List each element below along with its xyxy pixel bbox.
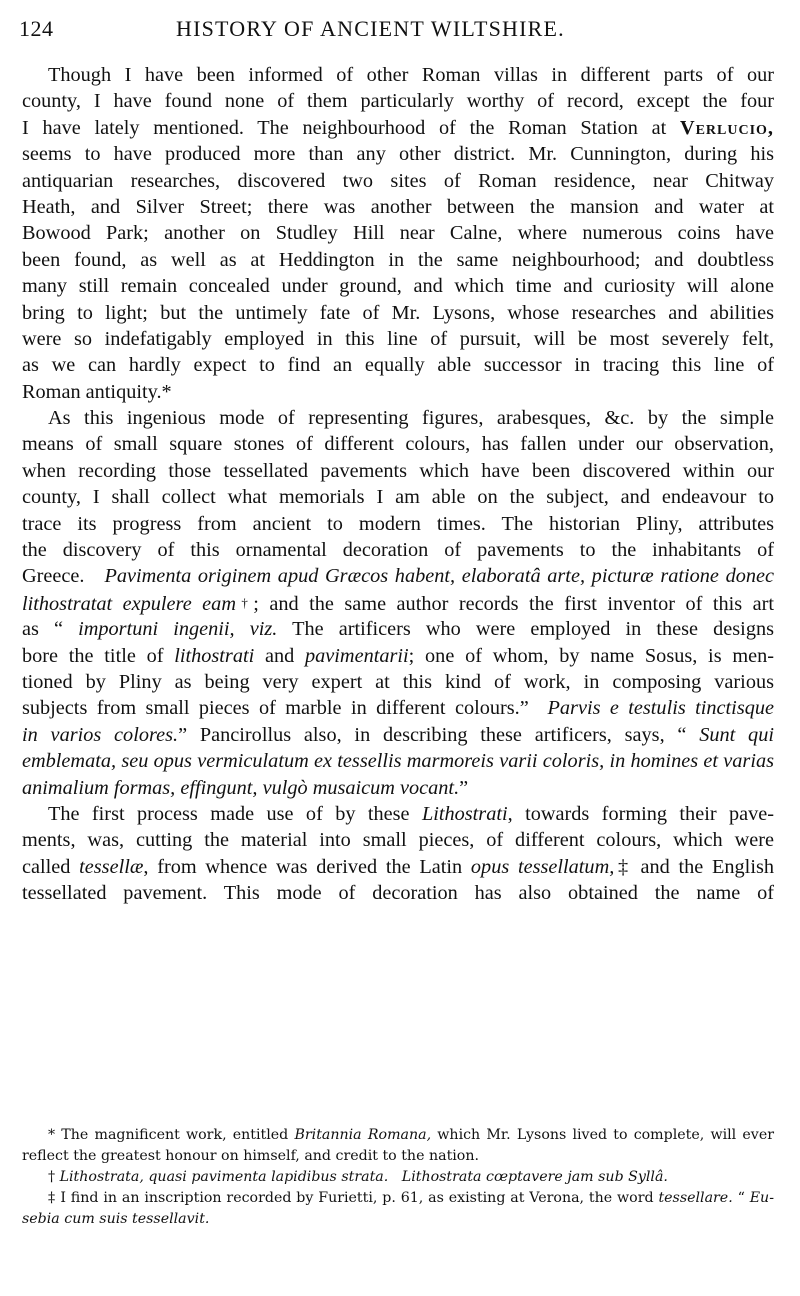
text-line: bring to light; but the untimely fate of Mr. Lysons, whose researches and abilities xyxy=(22,301,774,324)
footnote-mark: † xyxy=(48,1169,56,1185)
text-line: ments, was, cutting the material into small pieces, of different colours, which were xyxy=(22,829,774,852)
text-run: ; and the same author records the first inventor of this art xyxy=(253,592,774,615)
text-run: I find in an inscription recorded by Furietti, p. 61, as existing at Verona, the word xyxy=(55,1190,659,1206)
text-line xyxy=(22,854,774,880)
text-line: the discovery of this ornamental decoration of pavements to the inhabitants of xyxy=(22,539,774,562)
term-lithostrati: lithostrati xyxy=(174,644,255,667)
footnote-line xyxy=(22,1125,774,1146)
text-run: and xyxy=(254,644,306,667)
footnote-ref-double-dagger: ‡ xyxy=(614,855,632,878)
text-line xyxy=(22,695,774,721)
text-run: The first process made use of by these xyxy=(48,802,422,825)
text-run: bore the title of xyxy=(22,644,175,667)
latin-quote: Pavimenta originem apud Græcos habent, elaboratâ arte, picturæ ratione donec xyxy=(104,565,774,588)
text-line: many still remain concealed under ground, and which time and curiosity will alone xyxy=(22,275,774,298)
latin-quote: emblemata, seu opus vermiculatum ex tessellis marmoreis varii coloris, in homines et varias xyxy=(22,750,774,773)
text-line xyxy=(22,563,774,589)
text-line xyxy=(22,616,774,642)
text-line xyxy=(22,748,774,774)
text-line xyxy=(22,590,774,616)
footnote-line: reflect the greatest honour on himself, and credit to the nation. xyxy=(22,1148,479,1164)
text-line: As this ingenious mode of representing figures, arabesques, &c. by the simple xyxy=(48,407,774,430)
body-text xyxy=(22,62,774,907)
paragraph-first-process xyxy=(22,801,774,907)
text-line: means of small square stones of different colours, has fallen under our observation, xyxy=(22,433,774,456)
footnote-line xyxy=(22,1209,774,1230)
text-line: Bowood Park; another on Studley Hill near Calne, where numerous coins have xyxy=(22,222,774,245)
term-tessellare: tessellare. xyxy=(658,1190,733,1206)
text-line: antiquarian researches, discovered two sites of Roman residence, near Chitway xyxy=(22,169,774,192)
latin-quote: animalium formas, effingunt, vulgò musaicum vocant. xyxy=(22,776,460,799)
text-run: which Mr. Lysons lived to complete, will ever xyxy=(431,1127,774,1143)
page-number: 124 xyxy=(19,16,54,41)
text-run: ” xyxy=(459,776,469,799)
footnote-ref-star: Roman antiquity.* xyxy=(22,380,172,403)
footnote-dagger xyxy=(22,1167,774,1188)
term-lithostrati: Lithostrati xyxy=(421,802,508,825)
text-line xyxy=(22,775,774,801)
text-run: called xyxy=(22,855,80,878)
latin-quote: Eu- xyxy=(749,1190,774,1206)
text-run: , from whence was derived the Latin xyxy=(143,855,471,878)
term-tessellae: tessellæ xyxy=(79,855,144,878)
text-line: when recording those tessellated pavements which have been discovered within our xyxy=(22,459,774,482)
text-line xyxy=(22,801,774,827)
text-run: and the English xyxy=(631,855,774,878)
latin-quote: importuni ingenii, viz. xyxy=(78,618,278,641)
text-line: county, I shall collect what memorials I am able on the subject, and endeavour to xyxy=(22,486,774,509)
text-line xyxy=(22,722,774,748)
text-line: county, I have found none of them particularly worthy of record, except the four xyxy=(22,90,774,113)
text-line xyxy=(22,379,774,405)
paragraph-tessellated-pavements xyxy=(22,405,774,801)
text-run: ; one of whom, by name Sosus, is men- xyxy=(408,644,774,667)
paragraph-roman-villas xyxy=(22,62,774,405)
latin-quote: in varios colores. xyxy=(22,723,179,746)
latin-quote: Lithostrata cœptavere jam sub Syllâ. xyxy=(401,1169,668,1185)
text-line: been found, as well as at Heddington in the same neighbourhood; and doubtless xyxy=(22,248,774,271)
latin-quote: lithostratat expulere eam xyxy=(22,592,236,615)
text-line xyxy=(22,643,774,669)
footnote-double-dagger xyxy=(22,1188,774,1230)
text-line: trace its progress from ancient to modern times. The historian Pliny, attributes xyxy=(22,512,774,535)
text-run: as “ xyxy=(22,618,79,641)
footnote-line xyxy=(22,1167,774,1188)
text-run: Greece. xyxy=(22,565,85,588)
footnote-star xyxy=(22,1125,774,1167)
running-title: HISTORY OF ANCIENT WILTSHIRE. xyxy=(176,16,565,41)
text-line xyxy=(22,115,774,141)
footnote-ref-dagger: † xyxy=(235,594,254,610)
text-line: tessellated pavement. This mode of decoration has also obtained the name of xyxy=(22,882,774,905)
term-opus-tessellatum: opus tessellatum, xyxy=(470,855,615,878)
text-run: ” Pancirollus also, in describing these artificers, says, “ xyxy=(178,723,700,746)
latin-quote: Sunt qui xyxy=(699,723,774,746)
footnotes xyxy=(22,1125,774,1230)
text-line: Though I have been informed of other Roman villas in different parts of our xyxy=(48,64,774,86)
footnote-line xyxy=(22,1188,774,1209)
footnote-mark: ‡ xyxy=(48,1190,56,1206)
text-run: subjects from small pieces of marble in different colours.” xyxy=(22,697,539,720)
text-run: The magnificent work, entitled xyxy=(55,1127,295,1143)
place-name-verlucio: Verlucio, xyxy=(679,116,774,139)
latin-quote: Parvis e testulis tinctisque xyxy=(547,697,774,720)
text-run: “ xyxy=(732,1190,750,1206)
latin-quote: sebia cum suis tessellavit. xyxy=(22,1211,210,1227)
text-run: The artificers who were employed in these designs xyxy=(277,618,774,641)
text-run: , towards forming their pave- xyxy=(507,802,775,825)
term-pavimentarii: pavimentarii xyxy=(305,644,409,667)
text-line: tioned by Pliny as being very expert at this kind of work, in composing various xyxy=(22,670,774,693)
running-head xyxy=(0,0,800,60)
footnote-mark: * xyxy=(48,1127,56,1143)
latin-quote: Lithostrata, quasi pavimenta lapidibus strata. xyxy=(55,1169,389,1185)
title-britannia-romana: Britannia Romana, xyxy=(294,1127,432,1143)
text-line: as we can hardly expect to find an equally able successor in tracing this line of xyxy=(22,354,774,377)
text-line: Heath, and Silver Street; there was another between the mansion and water at xyxy=(22,195,774,218)
text-line: were so indefatigably employed in this line of pursuit, will be most severely felt, xyxy=(22,327,774,350)
text-run: I have lately mentioned. The neighbourhood of the Roman Station at xyxy=(22,116,680,139)
text-line: seems to have produced more than any other district. Mr. Cunnington, during his xyxy=(22,143,774,166)
